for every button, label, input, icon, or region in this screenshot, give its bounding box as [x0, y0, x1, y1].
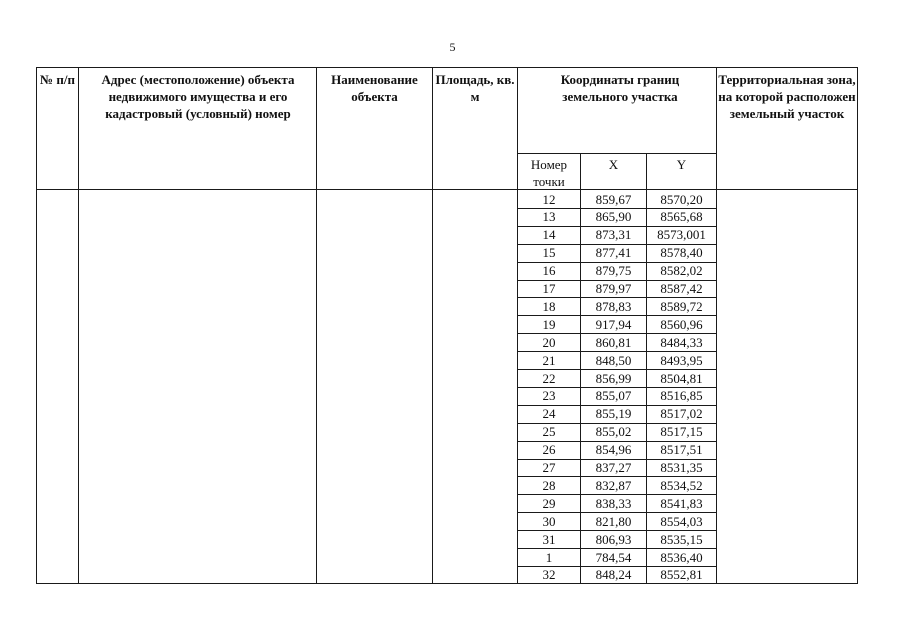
- y-coordinate-cell: 8587,42: [660, 281, 703, 296]
- y-coordinate-cell: 8493,95: [660, 353, 703, 368]
- x-coordinate-cell: 856,99: [595, 371, 632, 386]
- x-coordinate-cell: 855,19: [595, 406, 632, 421]
- x-coordinate-cell: 837,27: [595, 460, 632, 475]
- col-border-1: [78, 67, 79, 584]
- point-number-cell: 30: [542, 514, 556, 529]
- point-number-cell: 18: [542, 299, 556, 314]
- header-x: X: [608, 157, 619, 172]
- point-number-cell: 29: [542, 496, 556, 511]
- x-coordinate-cell: 878,83: [595, 299, 632, 314]
- y-coordinate-cell: 8578,40: [660, 245, 703, 260]
- point-number-cell: 21: [542, 353, 556, 368]
- header-bottom-border: [36, 189, 858, 190]
- y-coordinate-cell: 8504,81: [660, 371, 703, 386]
- x-coordinate-cell: 855,07: [595, 388, 632, 403]
- y-coordinate-cell: 8552,81: [660, 567, 703, 582]
- header-coords: Координаты границ земельного участка: [560, 72, 680, 104]
- point-number-cell: 20: [542, 335, 556, 350]
- x-coordinate-cell: 848,50: [595, 353, 632, 368]
- col-border-0: [36, 67, 37, 584]
- x-coordinate-cell: 917,94: [595, 317, 632, 332]
- x-coordinate-cell: 879,75: [595, 263, 632, 278]
- y-coordinate-cell: 8484,33: [660, 335, 703, 350]
- x-coordinate-cell: 784,54: [595, 550, 632, 565]
- x-coordinate-cell: 873,31: [595, 227, 632, 242]
- point-number-cell: 23: [542, 388, 556, 403]
- y-coordinate-cell: 8531,35: [660, 460, 703, 475]
- x-coordinate-cell: 860,81: [595, 335, 632, 350]
- y-coordinate-cell: 8517,51: [660, 442, 703, 457]
- col-border-5: [716, 67, 717, 584]
- x-coordinate-cell: 865,90: [595, 209, 632, 224]
- point-number-cell: 16: [542, 263, 556, 278]
- point-number-cell: 19: [542, 317, 556, 332]
- point-number-cell: 27: [542, 460, 556, 475]
- point-number-cell: 25: [542, 424, 556, 439]
- header-num: № п/п: [40, 72, 75, 87]
- table-bottom-border: [36, 583, 858, 584]
- y-coordinate-cell: 8541,83: [660, 496, 703, 511]
- y-coordinate-cell: 8517,02: [660, 406, 703, 421]
- point-number-cell: 28: [542, 478, 556, 493]
- y-coordinate-cell: 8517,15: [660, 424, 703, 439]
- x-coordinate-cell: 879,97: [595, 281, 632, 296]
- header-y: Y: [676, 157, 687, 172]
- y-coordinate-cell: 8565,68: [660, 209, 703, 224]
- point-number-cell: 22: [542, 371, 556, 386]
- x-coordinate-cell: 877,41: [595, 245, 632, 260]
- point-number-cell: 17: [542, 281, 556, 296]
- y-coordinate-cell: 8535,15: [660, 532, 703, 547]
- y-coordinate-cell: 8582,02: [660, 263, 703, 278]
- point-number-cell: 1: [545, 550, 553, 565]
- header-name: Наименование объекта: [331, 72, 418, 104]
- point-number-cell: 24: [542, 406, 556, 421]
- x-coordinate-cell: 806,93: [595, 532, 632, 547]
- header-zone: Территориальная зона, на которой расположен земельный участок: [718, 72, 856, 121]
- point-number-cell: 26: [542, 442, 556, 457]
- point-number-cell: 14: [542, 227, 556, 242]
- y-coordinate-cell: 8573,001: [657, 227, 706, 242]
- y-coordinate-cell: 8589,72: [660, 299, 703, 314]
- col-border-2: [316, 67, 317, 584]
- y-coordinate-cell: 8560,96: [660, 317, 703, 332]
- x-coordinate-cell: 821,80: [595, 514, 632, 529]
- point-number-cell: 31: [542, 532, 556, 547]
- y-coordinate-cell: 8554,03: [660, 514, 703, 529]
- header-address: Адрес (местоположение) объекта недвижимого имущества и его кадастровый (условный) номер: [101, 72, 295, 121]
- point-number-cell: 15: [542, 245, 556, 260]
- col-border-3: [432, 67, 433, 584]
- header-area: Площадь, кв. м: [435, 72, 515, 104]
- table-top-border: [36, 67, 858, 68]
- y-coordinate-cell: 8536,40: [660, 550, 703, 565]
- point-number-cell: 32: [542, 567, 556, 582]
- coords-subheader-border: [517, 153, 716, 154]
- point-number-cell: 12: [542, 192, 556, 207]
- page-number: 5: [449, 40, 456, 54]
- x-coordinate-cell: 832,87: [595, 478, 632, 493]
- x-coordinate-cell: 859,67: [595, 192, 632, 207]
- x-coordinate-cell: 854,96: [595, 442, 632, 457]
- col-border-6: [857, 67, 858, 584]
- x-coordinate-cell: 838,33: [595, 496, 632, 511]
- x-coordinate-cell: 848,24: [595, 567, 632, 582]
- y-coordinate-cell: 8534,52: [660, 478, 703, 493]
- y-coordinate-cell: 8570,20: [660, 192, 703, 207]
- x-coordinate-cell: 855,02: [595, 424, 632, 439]
- header-point-no: Номер точки: [530, 157, 568, 189]
- y-coordinate-cell: 8516,85: [660, 388, 703, 403]
- point-number-cell: 13: [542, 209, 556, 224]
